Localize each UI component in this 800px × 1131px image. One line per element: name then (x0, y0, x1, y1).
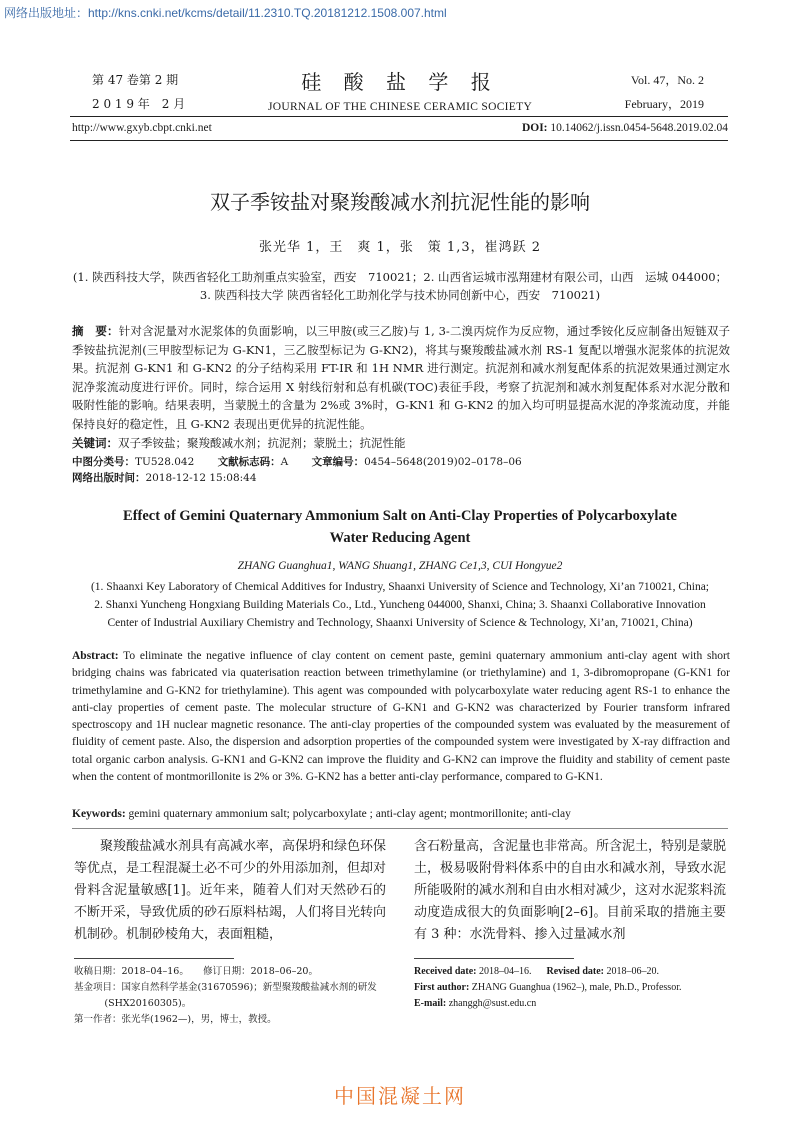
online-publication-url[interactable]: 网络出版地址：http://kns.cnki.net/kcms/detail/11.2310.TQ.20181212.1508.007.html (4, 6, 447, 20)
affiliation-en (60, 578, 740, 632)
footnote-en (414, 964, 734, 1012)
title-en-line1: Effect of Gemini Quaternary Ammonium Salt on Anti-Clay Properties of Polycarboxylate (123, 508, 677, 524)
authors-en: ZHANG Guanghua1, WANG Shuang1, ZHANG Ce1,3, CUI Hongyue2 (237, 560, 563, 572)
first-author-en (414, 980, 734, 996)
online-pub-time-value: 2018-12-12 15:08:44 (145, 472, 257, 484)
fund-cn: 基金项目：国家自然科学基金(31670596)；新型聚羧酸盐减水剂的研发 (74, 982, 377, 993)
affiliation-cn (60, 268, 740, 304)
fund-cn-cont: (SHX20160305)。 (104, 998, 192, 1009)
email-label: E-mail: (414, 998, 447, 1009)
journal-website[interactable]: http://www.gxyb.cbpt.cnki.net (72, 122, 212, 134)
abstract-en-text: To eliminate the negative influence of clay content on cement paste, gemini quaternary ammonium anti-clay agent with short bridging chains was fabricated via quaterisation reaction between trimethylamine (or triethylamine) and 1, 3-dibromopropane (G-KN1 for trimethylamine and G-KN2 for triethylamine). This agent was compounded with polycarboxylate water reducing agent RS-1 to enhance the anti-clay properties of cement paste. The molecular structure of G-KN1 and G-KN2 was characterized by Fourier transform infrared spectroscopy and 1H nuclear magnetic resonance. The anti-clay properties of the compounded system was evaluated by the measurement of fluidity of cement paste. Also, the dispersion and adsorption properties of the compounded system were investigated by X-ray diffraction and total organic carbon analysis. G-KN1 and G-KN2 can improve the fluidity and G-KN2 can improve the fluidity and stability of cement paste when the content of montmorillonite is 2% or 3%. G-KN2 has a better anti-clay performance, compared to G-KN1. (72, 650, 730, 784)
abstract-cn (72, 322, 730, 433)
journal-name (250, 66, 550, 113)
first-author-cn: 第一作者：张光华(1962—)，男，博士，教授。 (74, 1014, 277, 1025)
article-number-label: 文章编号： (311, 456, 365, 468)
authors-cn: 张光华 1，王 爽 1，张 策 1,3，崔鸿跃 2 (258, 240, 542, 255)
online-pub-time (72, 470, 257, 485)
affiliation-cn-line2: 3. 陕西科技大学 陕西省轻化工助剂化学与技术协同创新中心，西安 710021) (199, 288, 601, 302)
journal-name-cn: 硅 酸 盐 学 报 (301, 70, 499, 94)
abstract-en-label: Abstract: (72, 650, 119, 662)
keywords-en (72, 808, 571, 820)
keywords-cn (72, 435, 406, 452)
title-cn: 双子季铵盐对聚羧酸减水剂抗泥性能的影响 (210, 190, 590, 214)
affiliation-en-line2: 2. Shanxi Yuncheng Hongxiang Building Materials Co., Ltd., Yuncheng 044000, Shanxi, China; 3. Shaanxi Collaborative Innovation (94, 599, 706, 611)
clc-label: 中图分类号： (72, 456, 135, 468)
keywords-en-text: gemini quaternary ammonium salt; polycarboxylate ; anti-clay agent; montmorillonite; anti-clay (125, 808, 571, 820)
dates-en (414, 964, 734, 980)
title-en-line2: Water Reducing Agent (329, 530, 471, 546)
keywords-cn-label: 关键词： (72, 436, 118, 450)
body-left-column: 聚羧酸盐减水剂具有高减水率，高保坍和绿色环保等优点，是工程混凝土必不可少的外用添加剂，但却对骨料含泥量敏感[1]。近年来，随着人们对天然砂石的不断开采，导致优质的砂石原料枯竭，人们将目光转向机制砂。机制砂棱角大，表面粗糙， (74, 839, 387, 942)
first-author-value-en: ZHANG Guanghua (1962–), male, Ph.D., Professor. (469, 982, 682, 993)
abstract-en (72, 648, 730, 786)
volume-cn: 第 47 卷第 2 期 (92, 73, 179, 87)
footnote-rule-left (74, 958, 234, 959)
received-date-cn: 收稿日期：2018–04–16。 修订日期：2018–06–20。 (74, 966, 318, 977)
first-author-label-en: First author: (414, 982, 470, 993)
revised-label-en: Revised date: (546, 966, 604, 977)
keywords-en-label: Keywords: (72, 808, 126, 820)
header-rule (70, 116, 728, 117)
affiliation-en-line3: Center of Industrial Auxiliary Chemistry and Technology, Shaanxi University of Science & Technology, Xi’an, 710021, China) (107, 617, 693, 629)
online-pub-time-label: 网络出版时间： (72, 472, 146, 484)
doi (522, 122, 728, 134)
doi-value[interactable]: 10.14062/j.issn.0454-5648.2019.02.04 (547, 122, 728, 134)
keywords-cn-text: 双子季铵盐；聚羧酸减水剂；抗泥剂；蒙脱土；抗泥性能 (118, 436, 406, 450)
received-label-en: Received date: (414, 966, 477, 977)
article-number-value: 0454–5648(2019)02–0178–06 (364, 456, 522, 468)
journal-name-en: JOURNAL OF THE CHINESE CERAMIC SOCIETY (267, 101, 533, 113)
doc-code-label: 文献标志码： (217, 456, 281, 468)
date-cn: 2 0 1 9 年 2 月 (92, 97, 186, 111)
date-en: February，2019 (624, 97, 704, 111)
abstract-divider (72, 828, 728, 829)
revised-value-en: 2018–06–20. (603, 966, 659, 977)
header-right (625, 68, 704, 116)
body-right-column: 含石粉量高，含泥量也非常高。所含泥土，特别是蒙脱土，极易吸附骨料体系中的自由水和减水剂，导致水泥所能吸附的减水剂和自由水相对减少，这对水泥浆料流动度造成很大的负面影响[2–6]。目前采取的措施主要有 3 种：水洗骨料、掺入过量减水剂 (414, 839, 727, 942)
classification-cn (72, 454, 522, 469)
doi-label: DOI: (521, 122, 548, 134)
footer-watermark: 中国混凝土网 (334, 1084, 466, 1108)
footnote-rule-right (414, 958, 574, 959)
header-left (92, 68, 185, 116)
abstract-cn-text: 针对含泥量对水泥浆体的负面影响，以三甲胺(或三乙胺)与 1, 3-二溴丙烷作为反应物，通过季铵化反应制备出短链双子季铵盐抗泥剂(三甲胺型标记为 G-KN1，三乙胺型标记为 G-KN2)，将其与聚羧酸盐减水剂 RS-1 复配以增强水泥浆体的抗泥效果。抗泥剂 G-KN1 和 G-KN2 的分子结构采用 FT-IR 和 1H NMR 进行测定。抗泥剂和减水剂复配体系的抗泥效果通过测定水泥净浆流动度进行评价。同时，综合运用 X 射线衍射和总有机碳(TOC)表征手段，考察了抗泥剂和减水剂复配体系对水泥分散和吸附性能的影响。结果表明，当蒙脱土的含量为 2%或 3%时，G-KN1 和 G-KN2 的加入均可明显提高水泥的净浆流动度，并能保持良好的稳定性，且 G-KN2 表现出更优异的抗泥性能。 (72, 324, 731, 431)
volume-en: Vol. 47，No. 2 (630, 73, 704, 87)
footnote-cn (74, 964, 394, 1028)
header-rule-bottom (70, 140, 728, 141)
affiliation-cn-line1: (1. 陕西科技大学，陕西省轻化工助剂重点实验室，西安 710021；2. 山西省运城市泓翔建材有限公司，山西 运城 044000； (72, 270, 728, 284)
affiliation-en-line1: (1. Shaanxi Key Laboratory of Chemical Additives for Industry, Shaanxi University of Science and Technology, Xi’an 710021, China; (90, 581, 710, 593)
email-en (414, 996, 734, 1012)
abstract-cn-label: 摘 要： (72, 324, 119, 338)
email-value[interactable]: zhanggh@sust.edu.cn (446, 998, 537, 1009)
received-value-en: 2018–04–16. (476, 966, 532, 977)
clc-value: TU528.042 (135, 456, 195, 468)
doc-code-value: A (280, 456, 289, 468)
title-en (0, 505, 800, 549)
